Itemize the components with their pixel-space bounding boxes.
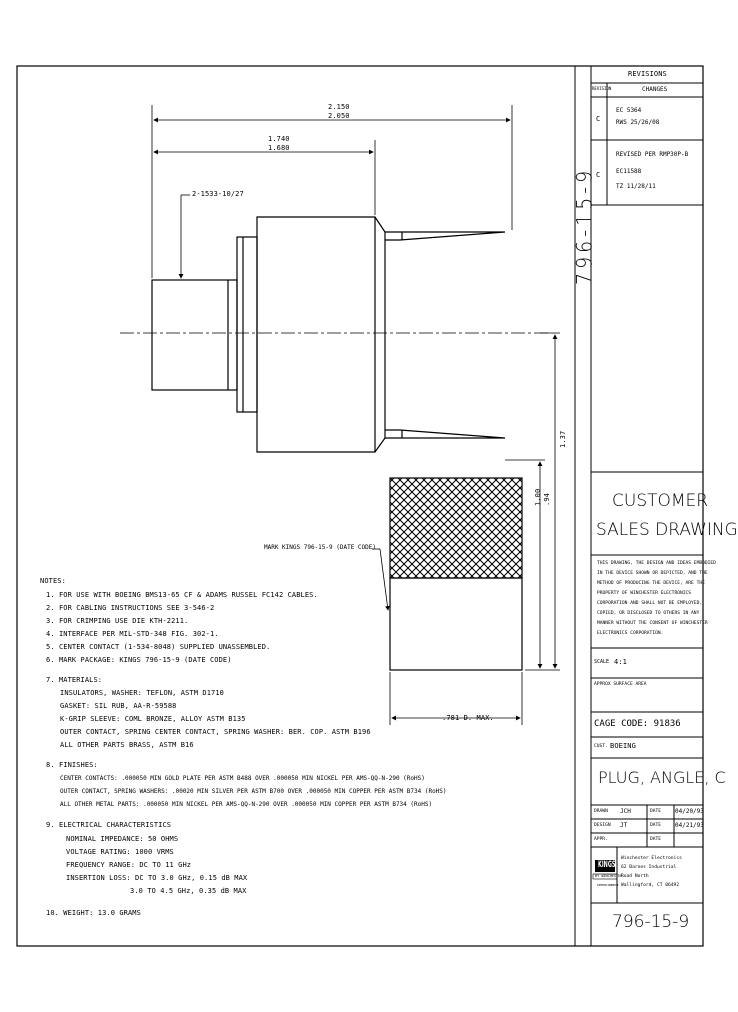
rev-letter: C bbox=[596, 171, 601, 179]
appr-date-label: DATE bbox=[650, 837, 662, 842]
proprietary-line: ELECTRONICS CORPORATION. bbox=[597, 631, 664, 636]
drawn-by: JCH bbox=[620, 808, 631, 815]
note-line: 9. ELECTRICAL CHARACTERISTICS bbox=[46, 821, 172, 829]
design-label: DESIGN bbox=[594, 823, 611, 828]
note-line: NOMINAL IMPEDANCE: 50 OHMS bbox=[66, 835, 179, 843]
note-line: ALL OTHER METAL PARTS: .000050 MIN NICKEL PER AMS-QQ-N-290 OVER .000050 MIN COPPER PER ASTM B734 (RoHS) bbox=[60, 801, 433, 808]
rev-change: EC11588 bbox=[616, 168, 642, 175]
note-line: ALL OTHER PARTS BRASS, ASTM B16 bbox=[60, 741, 194, 749]
rev-change: EC 5364 bbox=[616, 107, 642, 114]
note-line: 3.0 TO 4.5 GHz, 0.35 dB MAX bbox=[130, 887, 247, 895]
note-line: OUTER CONTACT, SPRING WASHERS: .00020 MIN SILVER PER ASTM B700 OVER .000050 MIN COPPER PER ASTM B734 (RoHS) bbox=[60, 788, 447, 795]
rev-col-header: REVISION bbox=[592, 86, 612, 91]
scale-value: 4:1 bbox=[614, 658, 627, 666]
design-date: 04/21/93 bbox=[675, 822, 704, 829]
part-number: 796-15-9 bbox=[612, 912, 690, 932]
note-line: INSERTION LOSS: DC TO 3.0 GHz, 0.15 dB MAX bbox=[66, 874, 248, 882]
dim-overall-max: 2.150 bbox=[328, 103, 350, 111]
drawn-label: DRAWN bbox=[594, 809, 608, 814]
proprietary-line: THIS DRAWING, THE DESIGN AND IDEAS EMBODIED bbox=[597, 561, 716, 566]
note-line: 10. WEIGHT: 13.0 GRAMS bbox=[46, 909, 141, 917]
mark-label: MARK KINGS 796-15-9 (DATE CODE) bbox=[264, 544, 376, 551]
approx-area-label: APPROX SURFACE AREA bbox=[594, 682, 647, 687]
note-line: CENTER CONTACTS: .000050 MIN GOLD PLATE PER ASTM B488 OVER .000050 MIN NICKEL PER AMS-QQ-N-290 (RoHS) bbox=[60, 775, 425, 782]
cust-label: CUST. bbox=[594, 744, 608, 749]
revisions-title: REVISIONS bbox=[628, 70, 667, 78]
cust-value: BOEING bbox=[610, 742, 636, 750]
dim-height-min: .94 bbox=[543, 493, 551, 506]
note-line: 1. FOR USE WITH BOEING BMS13-65 CF & ADAMS RUSSEL FC142 CABLES. bbox=[46, 591, 318, 599]
note-line: 2. FOR CABLING INSTRUCTIONS SEE 3-546-2 bbox=[46, 604, 215, 612]
note-line: 7. MATERIALS: bbox=[46, 676, 103, 684]
changes-col-header: CHANGES bbox=[642, 86, 668, 93]
note-line: FREQUENCY RANGE: DC TO 11 GHz bbox=[66, 861, 192, 869]
dim-height-max: 1.00 bbox=[534, 488, 542, 506]
connector-body bbox=[152, 217, 505, 452]
address-line: 62 Barnes Industrial bbox=[621, 865, 677, 870]
note-line: 8. FINISHES: bbox=[46, 761, 98, 769]
note-line: 3. FOR CRIMPING USE DIE KTH-2211. bbox=[46, 617, 189, 625]
design-by: JT bbox=[620, 822, 628, 829]
part-number-vertical: 796-15-9 bbox=[572, 166, 597, 285]
customer-title: CUSTOMER bbox=[612, 491, 709, 511]
logo-text: KINGS bbox=[598, 860, 616, 870]
logo-tag: INTERCONNECT bbox=[597, 883, 619, 887]
design-date-label: DATE bbox=[650, 823, 662, 828]
rev-change: REVISED PER RMP30P-B bbox=[616, 151, 689, 158]
drawn-date: 04/20/93 bbox=[675, 808, 704, 815]
dim-body-min: 1.680 bbox=[268, 144, 290, 152]
proprietary-line: IN THE DEVICE SHOWN OR DEPICTED, AND THE bbox=[597, 571, 708, 576]
dim-height-main: 1.37 bbox=[559, 430, 567, 448]
note-line: 4. INTERFACE PER MIL-STD-348 FIG. 302-1. bbox=[46, 630, 219, 638]
dim-thread: 2-1533-10/27 bbox=[192, 190, 244, 198]
note-line: K-GRIP SLEEVE: COML BRONZE, ALLOY ASTM B135 bbox=[60, 715, 246, 723]
dim-body-max: 1.740 bbox=[268, 135, 290, 143]
appr-label: APPR. bbox=[594, 837, 608, 842]
logo-sub: BY WINCHESTER bbox=[595, 874, 623, 878]
note-line: OUTER CONTACT, SPRING CENTER CONTACT, SPRING WASHER: BER. COP. ASTM B196 bbox=[60, 728, 371, 736]
notes-title: NOTES: bbox=[40, 577, 66, 585]
dim-overall-min: 2.050 bbox=[328, 112, 350, 120]
cage-code: CAGE CODE: 91836 bbox=[594, 719, 681, 729]
address-line: Road North bbox=[621, 874, 649, 879]
rev-change: RWS 25/26/08 bbox=[616, 119, 660, 126]
drawing-title: PLUG, ANGLE, C bbox=[598, 768, 726, 787]
note-line: GASKET: SIL RUB, AA-R-59588 bbox=[60, 702, 177, 710]
note-line: VOLTAGE RATING: 1000 VRMS bbox=[66, 848, 174, 856]
note-line: 6. MARK PACKAGE: KINGS 796-15-9 (DATE CODE) bbox=[46, 656, 232, 664]
note-line: 5. CENTER CONTACT (1-534-8048) SUPPLIED UNASSEMBLED. bbox=[46, 643, 271, 651]
address-line: Winchester Electronics bbox=[621, 856, 682, 861]
knurled-sleeve bbox=[390, 478, 522, 670]
proprietary-line: CORPORATION AND SHALL NOT BE EMPLOYED, bbox=[597, 601, 703, 606]
proprietary-line: PROPERTY OF WINCHESTER ELECTRONICS bbox=[597, 591, 692, 596]
rev-change: TZ 11/28/11 bbox=[616, 183, 656, 190]
dim-knurl-dia: .781 D. MAX. bbox=[442, 714, 494, 722]
proprietary-line: METHOD OF PRODUCING THE DEVICE, ARE THE bbox=[597, 581, 705, 586]
rev-letter: C bbox=[596, 115, 601, 123]
scale-label: SCALE bbox=[594, 659, 610, 665]
drawn-date-label: DATE bbox=[650, 809, 662, 814]
note-line: INSULATORS, WASHER: TEFLON, ASTM D1710 bbox=[60, 689, 224, 697]
sales-drawing-title: SALES DRAWING bbox=[596, 520, 738, 540]
proprietary-line: MANNER WITHOUT THE CONSENT OF WINCHESTER bbox=[597, 621, 708, 626]
address-line: Wallingford, CT 06492 bbox=[621, 883, 680, 888]
proprietary-line: COPIED, OR DISCLOSED TO OTHERS IN ANY bbox=[597, 611, 700, 616]
